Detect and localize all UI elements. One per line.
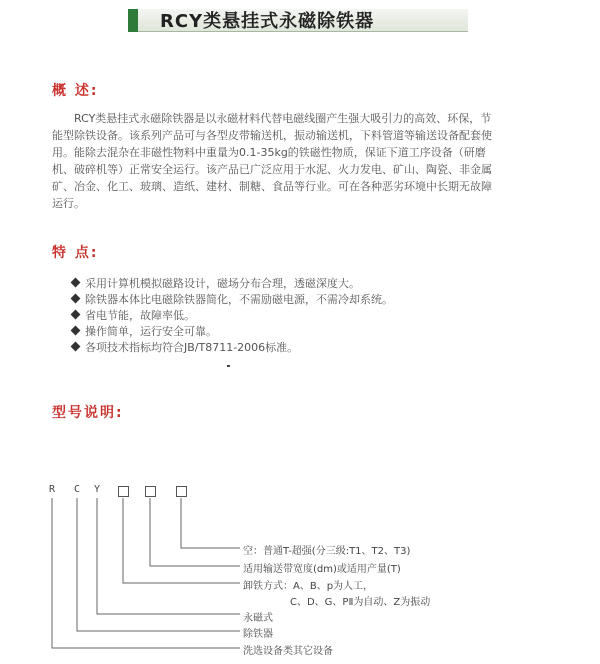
model-placeholder-box [145,486,156,497]
feature-item: 采用计算机模拟磁路设计，磁场分布合理，透磁深度大。 [72,276,360,291]
model-heading: 型号说明: [52,405,124,421]
overview-heading: 概 述: [52,83,99,99]
model-letter-y: Y [94,484,101,495]
model-placeholder-box [118,486,129,497]
feature-item: 除铁器本体比电磁除铁器简化，不需励磁电源，不需冷却系统。 [72,292,393,307]
model-label-strength: 空：普通T-超强(分三级:T1、T2、T3) [243,546,411,557]
model-label-unloading: 卸铁方式：A、B、p为人工， [243,581,374,592]
feature-item: 各项技术指标均符合JB/T8711-2006标准。 [72,340,298,355]
model-label-category: 洗选设备类其它设备 [243,646,333,657]
model-label-unloading-auto: C、D、G、PⅡ为自动、Z为振动 [290,597,431,608]
feature-item: 操作简单，运行安全可靠。 [72,324,217,339]
overview-paragraph: RCY类悬挂式永磁除铁器是以永磁材料代替电磁线圈产生强大吸引力的高效、环保，节能型除铁设备。该系列产品可与各型皮带输送机，振动输送机，下料管道等输送设备配套使用。能除去混杂在非磁性物料中重量为0.1-35kg的铁磁性物质，保证下道工序设备（研磨机、破碎机等）正常安全运行。该产品已广泛应用于水泥、火力发电、矿山、陶瓷、非金属矿、冶金、化工、玻璃、造纸、建材、制糖、食品等行业。可在各种恶劣环境中长期无故障运行。 [52,112,492,210]
model-label-width: 适用输送带宽度(dm)或适用产量(T) [243,564,401,575]
model-letter-c: C [74,484,81,495]
feature-item: 省电节能，故障率低。 [72,308,195,323]
features-heading: 特 点: [52,245,99,261]
model-placeholder-box [176,486,187,497]
model-letter-r: R [49,484,56,495]
page-title: RCY类悬挂式永磁除铁器 [160,11,375,32]
model-label-separator: 除铁器 [243,629,273,640]
model-label-permanent: 永磁式 [243,613,273,624]
